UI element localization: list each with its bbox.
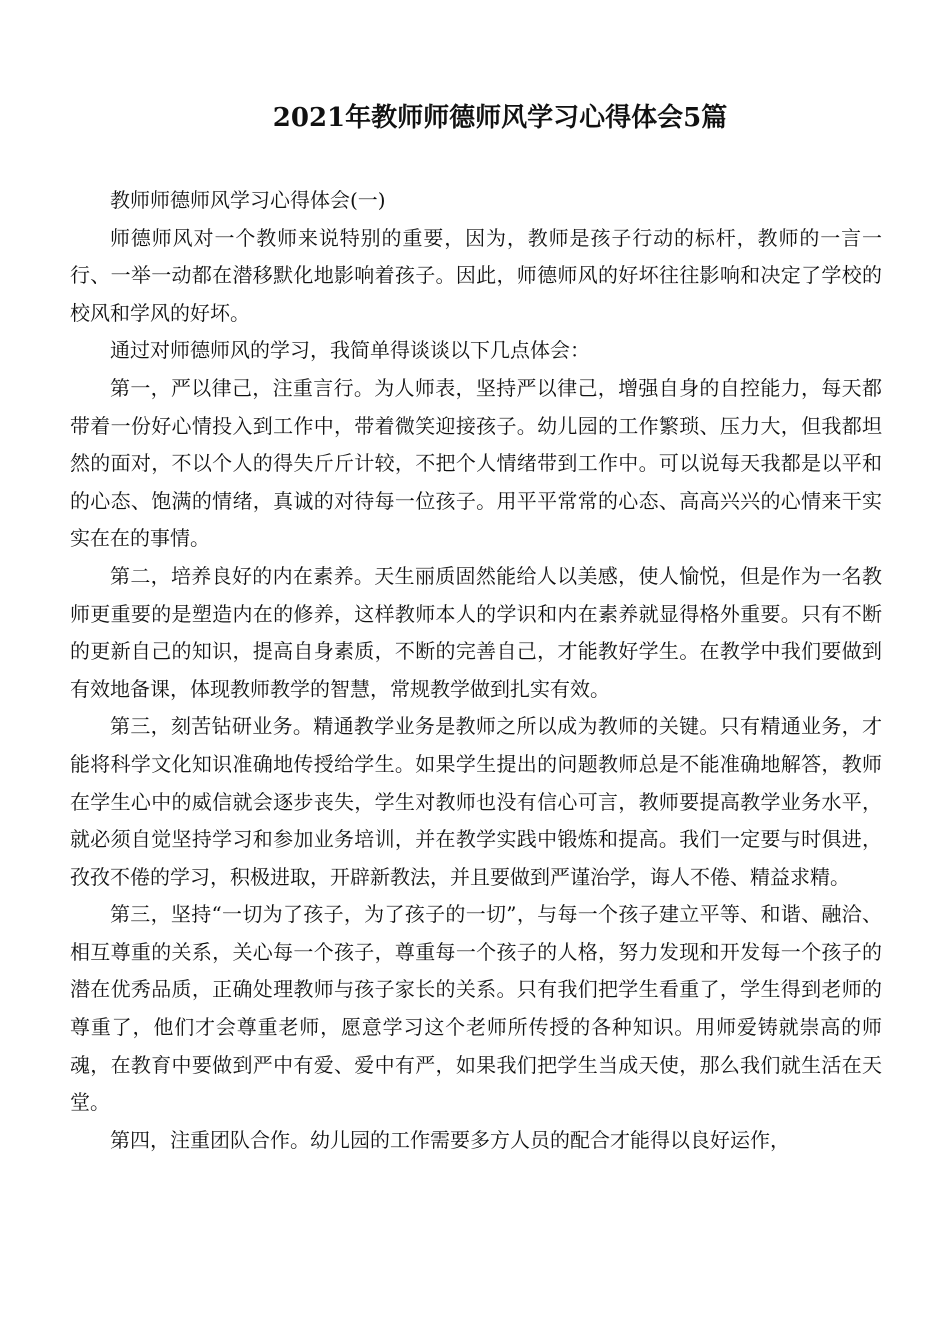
paragraph-point-4: 第四，注重团队合作。幼儿园的工作需要多方人员的配合才能得以良好运作， <box>110 1127 790 1152</box>
paragraph-lead: 通过对师德师风的学习，我简单得谈谈以下几点体会： <box>110 338 590 363</box>
document-body <box>70 182 882 1159</box>
paragraph-point-1: 第一，严以律己，注重言行。为人师表，坚持严以律己，增强自身的自控能力，每天都带着一份好心情投入到工作中，带着微笑迎接孩子。幼儿园的工作繁琐、压力大，但我都坦然的面对，不以个人的得失斤斤计较，不把个人情绪带到工作中。可以说每天我都是以平和的心态、饱满的情绪，真诚的对待每一位孩子。用平平常常的心态、高高兴兴的心情来干实实在在的事情。 <box>70 375 882 551</box>
paragraph-point-3: 第三，刻苦钻研业务。精通教学业务是教师之所以成为教师的关键。只有精通业务，才能将科学文化知识准确地传授给学生。如果学生提出的问题教师总是不能准确地解答，教师在学生心中的威信就会逐步丧失，学生对教师也没有信心可言，教师要提高教学业务水平，就必须自觉坚持学习和参加业务培训，并在教学实践中锻炼和提高。我们一定要与时俱进，孜孜不倦的学习，积极进取，开辟新教法，并且要做到严谨治学，诲人不倦、精益求精。 <box>70 714 882 889</box>
paragraph-intro: 师德师风对一个教师来说特别的重要，因为，教师是孩子行动的标杆，教师的一言一行、一举一动都在潜移默化地影响着孩子。因此，师德师风的好坏往往影响和决定了学校的校风和学风的好坏。 <box>70 225 882 325</box>
section-heading: 教师师德师风学习心得体会(一) <box>110 188 386 212</box>
document-title: 2021年教师师德师风学习心得体会5篇 <box>272 103 728 133</box>
paragraph-point-3b: 第三，坚持“一切为了孩子，为了孩子的一切”，与每一个孩子建立平等、和谐、融洽、相互尊重的关系，关心每一个孩子，尊重每一个孩子的人格，努力发现和开发每一个孩子的潜在优秀品质，正确处理教师与孩子家长的关系。只有我们把学生看重了，学生得到老师的尊重了，他们才会尊重老师，愿意学习这个老师所传授的各种知识。用师爱铸就崇高的师魂，在教育中要做到严中有爱、爱中有严，如果我们把学生当成天使，那么我们就生活在天堂。 <box>70 902 882 1115</box>
paragraph-point-2: 第二，培养良好的内在素养。天生丽质固然能给人以美感，使人愉悦，但是作为一名教师更重要的是塑造内在的修养，这样教师本人的学识和内在素养就显得格外重要。只有不断的更新自己的知识，提高自身素质，不断的完善自己，才能教好学生。在教学中我们要做到有效地备课，体现教师教学的智慧，常规教学做到扎实有效。 <box>70 563 882 701</box>
